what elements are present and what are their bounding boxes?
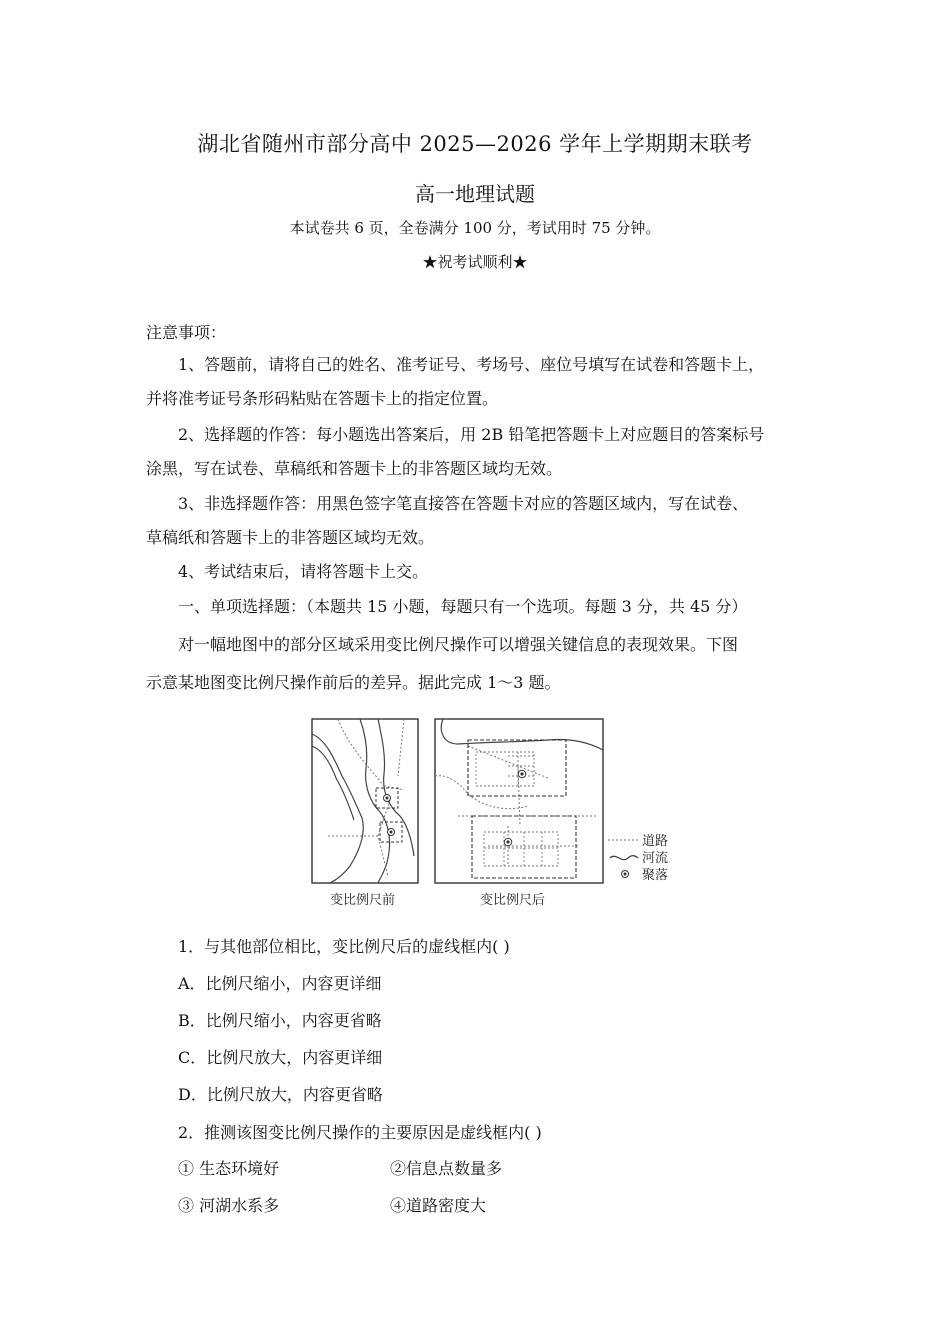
- section-heading: 一、单项选择题：（本题共 15 小题，每题只有一个选项。每题 3 分，共 45 分）: [178, 597, 748, 616]
- note-line: 4、考试结束后，请将答题卡上交。: [178, 562, 429, 581]
- note-line: 1、答题前，请将自己的姓名、准考证号、考场号、座位号填写在试卷和答题卡上，: [178, 355, 765, 374]
- legend-settlement-label: 聚落: [642, 868, 669, 883]
- exam-wish: ★祝考试顺利★: [422, 253, 528, 271]
- note-line: 2、选择题的作答：每小题选出答案后，用 2B 铅笔把答题卡上对应题目的答案标号: [178, 425, 765, 444]
- note-line: 草稿纸和答题卡上的非答题区域均无效。: [146, 528, 435, 547]
- question-option: ②信息点数量多: [390, 1159, 503, 1178]
- page-subtitle: 高一地理试题: [415, 182, 535, 206]
- legend-river-label: 河流: [642, 851, 669, 866]
- map-figure: [308, 716, 684, 912]
- intro-line: 示意某地图变比例尺操作前后的差异。据此完成 1～3 题。: [146, 673, 561, 692]
- legend-road-label: 道路: [642, 834, 669, 849]
- question-stem: 1．与其他部位相比，变比例尺后的虚线框内( ): [178, 937, 510, 956]
- notes-heading: 注意事项：: [146, 323, 227, 342]
- question-option: ③ 河湖水系多: [178, 1196, 280, 1215]
- map-legend: [608, 834, 668, 883]
- question-option: B．比例尺缩小，内容更省略: [178, 1011, 382, 1030]
- question-option: ④道路密度大: [390, 1196, 487, 1215]
- question-stem: 2．推测该图变比例尺操作的主要原因是虚线框内( ): [178, 1123, 542, 1142]
- question-option: ① 生态环境好: [178, 1159, 280, 1178]
- label-after: 变比例尺后: [480, 893, 546, 908]
- question-option: C．比例尺放大，内容更详细: [178, 1048, 383, 1067]
- note-line: 并将准考证号条形码粘贴在答题卡上的指定位置。: [146, 389, 499, 408]
- label-before: 变比例尺前: [330, 893, 396, 908]
- question-option: A．比例尺缩小，内容更详细: [178, 974, 382, 993]
- exam-info: 本试卷共 6 页，全卷满分 100 分，考试用时 75 分钟。: [289, 219, 661, 237]
- page-title: 湖北省随州市部分高中 2025—2026 学年上学期期末联考: [197, 132, 753, 156]
- map-after: [435, 719, 603, 883]
- note-line: 涂黑，写在试卷、草稿纸和答题卡上的非答题区域均无效。: [146, 459, 563, 478]
- note-line: 3、非选择题作答：用黑色签字笔直接答在答题卡对应的答题区域内，写在试卷、: [178, 494, 749, 513]
- intro-line: 对一幅地图中的部分区域采用变比例尺操作可以增强关键信息的表现效果。下图: [178, 635, 739, 654]
- question-option: D．比例尺放大，内容更省略: [178, 1085, 383, 1104]
- map-before: [312, 719, 418, 883]
